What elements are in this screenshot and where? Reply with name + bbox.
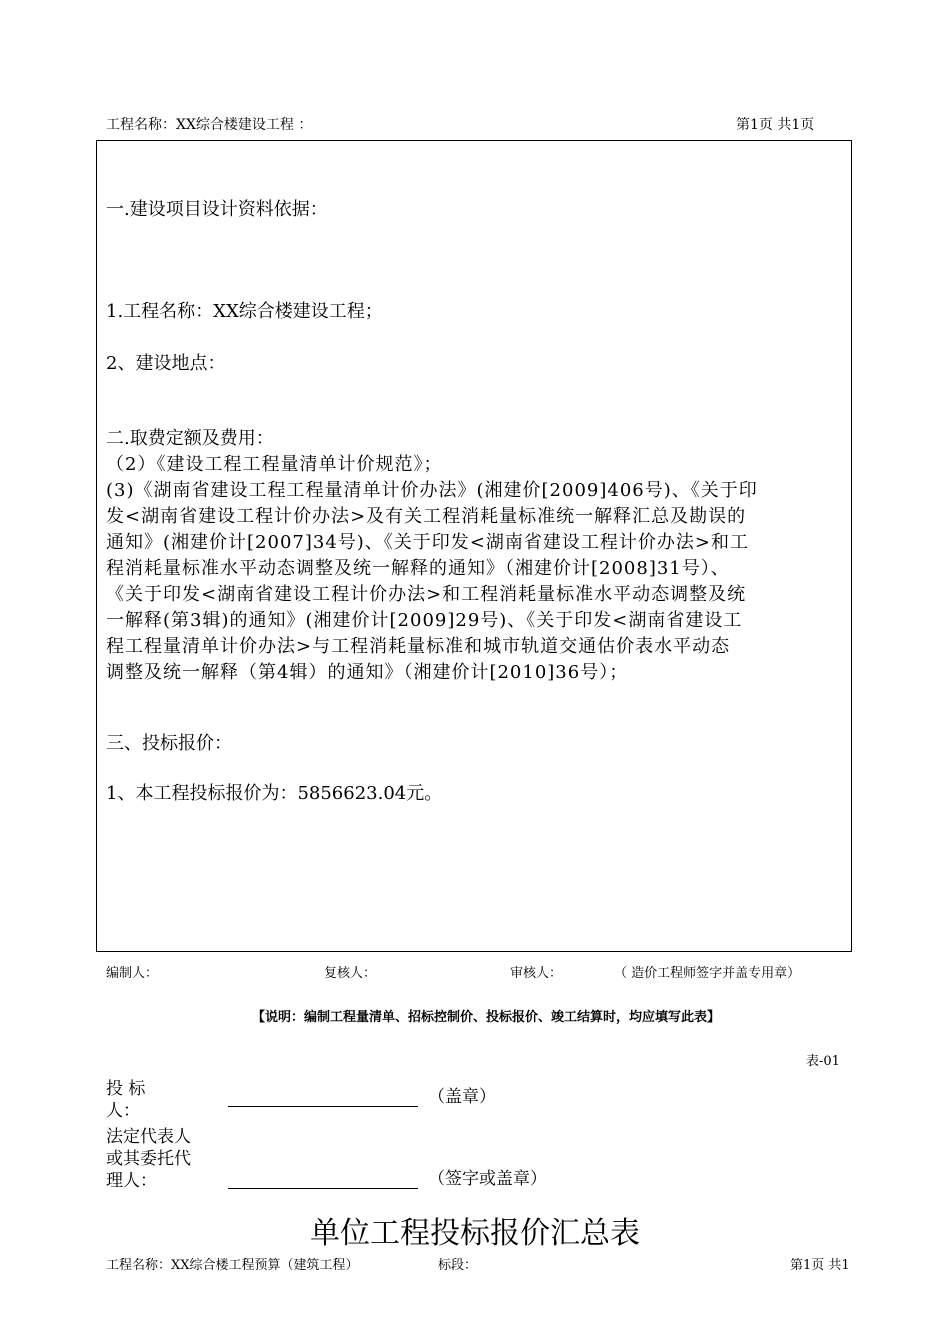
summary-title: 单位工程投标报价汇总表: [310, 1216, 640, 1251]
bid-amount: 1、本工程投标报价为：5856623.04元。: [106, 783, 443, 804]
instruction-note: 【说明：编制工程量清单、招标控制价、投标报价、竣工结算时，均应填写此表】: [252, 1010, 721, 1025]
representative-signature-line: [228, 1188, 418, 1189]
bidder-signature-line: [228, 1106, 418, 1107]
para-line: 程消耗量标准水平动态调整及统一解释的通知》（湘建价计[2008]31号）、: [106, 558, 730, 579]
project-name-header: 工程名称：XX综合楼建设工程 ：: [106, 117, 313, 133]
representative-label: 法定代表人 或其委托代 理人：: [106, 1127, 191, 1191]
project-name-item: 1.工程名称：XX综合楼建设工程；: [106, 301, 383, 322]
para-line: 《关于印发<湖南省建设工程计价办法>和工程消耗量标准水平动态调整及统: [106, 584, 747, 605]
para-line: 一解释(第3辑)的通知》(湘建价计[2009]29号)、《关于印发<湖南省建设工: [106, 610, 743, 631]
representative-seal-label: （签字或盖章）: [428, 1169, 547, 1189]
reviewer-label: 复核人：: [324, 966, 377, 981]
table-number: 表-01: [806, 1054, 840, 1069]
section-2-title: 二.取费定额及费用：: [106, 428, 274, 449]
bidder-seal-label: （盖章）: [428, 1087, 496, 1107]
page-indicator: 第1页 共1页: [736, 117, 815, 133]
location-item: 2、建设地点：: [106, 353, 226, 374]
stamp-note: （ 造价工程师签字并盖专用章）: [614, 966, 801, 981]
summary-page-indicator: 第1页 共1: [790, 1258, 850, 1273]
para-line: (3)《湖南省建设工程工程量清单计价办法》(湘建价[2009]406号)、《关于印: [106, 480, 758, 501]
para-line: 调整及统一解释（第4辑）的通知》（湘建价计[2010]36号）；: [106, 662, 629, 683]
section-3-title: 三、投标报价：: [106, 733, 232, 754]
para-line: （2）《建设工程工程量清单计价规范》；: [106, 454, 443, 475]
para-line: 程工程量清单计价办法>与工程消耗量标准和城市轨道交通估价表水平动态: [106, 636, 731, 657]
section-1-title: 一.建设项目设计资料依据：: [106, 199, 328, 220]
auditor-label: 审核人：: [510, 966, 563, 981]
para-line: 通知》(湘建价计[2007]34号)、《关于印发<湖南省建设工程计价办法>和工: [106, 532, 749, 553]
compiler-label: 编制人：: [106, 966, 159, 981]
summary-section-label: 标段：: [438, 1258, 478, 1273]
para-line: 发<湖南省建设工程计价办法>及有关工程消耗量标准统一解释汇总及勘误的: [106, 506, 747, 527]
bidder-label: 投 标 人：: [106, 1079, 146, 1121]
pricing-basis-paragraph: [106, 452, 846, 686]
summary-project-name: 工程名称：XX综合楼工程预算（建筑工程）: [106, 1258, 359, 1273]
